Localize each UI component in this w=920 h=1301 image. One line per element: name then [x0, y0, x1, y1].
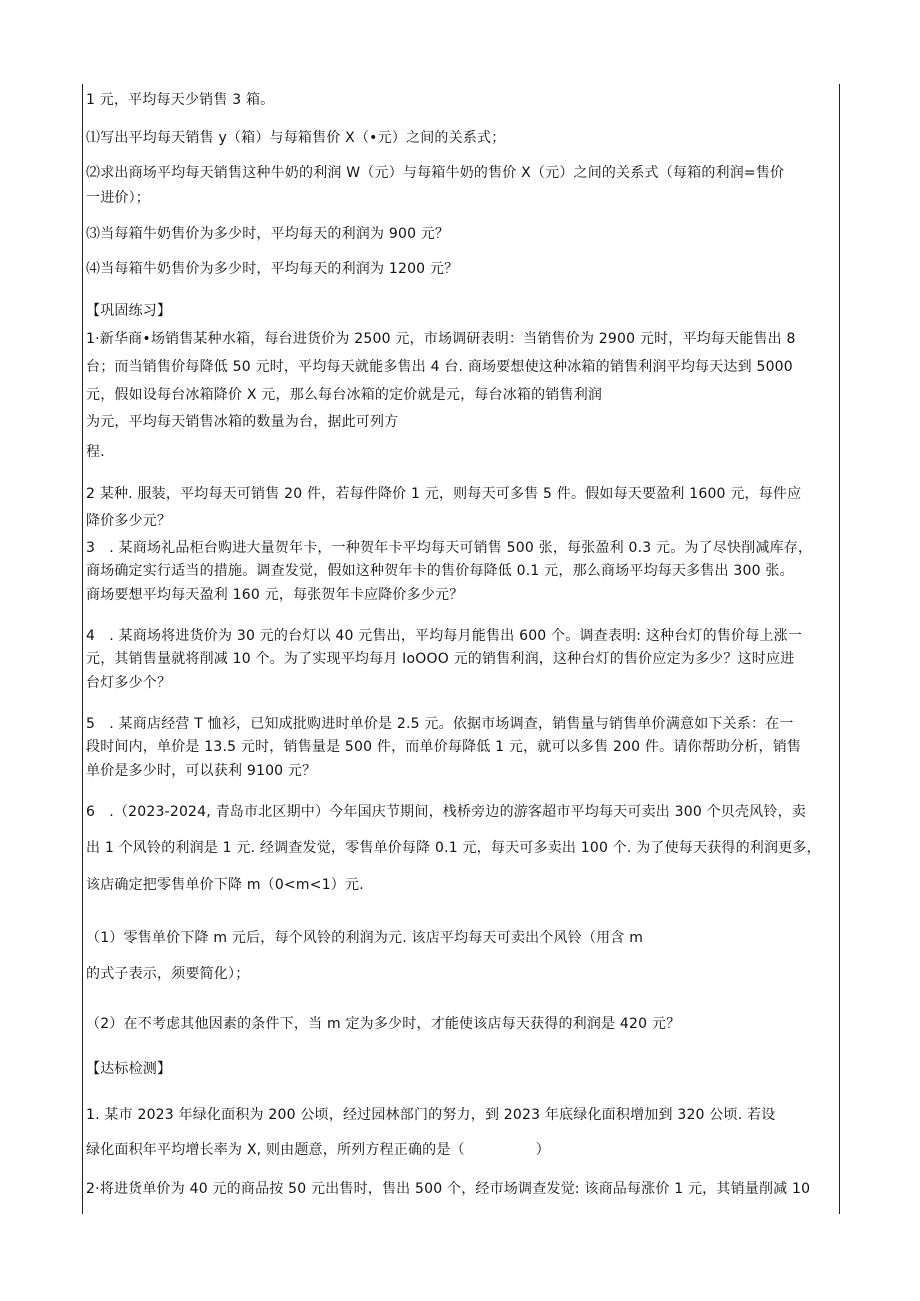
- section-heading: 【达标检测】: [86, 1061, 172, 1077]
- text-line: 5 . 某商店经营 T 恤衫，已知成批购进时单价是 2.5 元。依据市场调查，销售量与销售单价满意如下关系：在一: [86, 716, 794, 732]
- text-line: 段时间内，单价是 13.5 元时，销售量是 500 件，而单价每降低 1 元，就可以多售 200 件。请你帮助分析，销售: [86, 739, 802, 755]
- text-line: 3 . 某商场礼品柜台购进大量贺年卡，一种贺年卡平均每天可销售 500 张，每张盈利 0.3 元。为了尽快削减库存，: [86, 540, 813, 556]
- text-line: 商场确定实行适当的措施。调查发觉，假如这种贺年卡的售价每降低 0.1 元，那么商场平均每天多售出 300 张。: [86, 563, 794, 579]
- text-line: ⑷当每箱牛奶售价为多少时，平均每天的利润为 1200 元？: [86, 261, 459, 277]
- text-line: 台灯多少个？: [86, 675, 172, 691]
- text-line: 的式子表示，须要简化）；: [86, 966, 250, 982]
- text-line: 2·将进货单价为 40 元的商品按 50 元出售时，售出 500 个，经市场调查发觉: 该商品每涨价 1 元，其销量削减 10: [86, 1181, 811, 1197]
- text-line: 程.: [86, 444, 105, 460]
- text-line: 4 . 某商场将进货价为 30 元的台灯以 40 元售出，平均每月能售出 600 个。调查表明: 这种台灯的售价每上涨一: [86, 628, 803, 644]
- text-line: 出 1 个风铃的利润是 1 元. 经调查发觉，零售单价每降 0.1 元，每天可多卖出 100 个. 为了使每天获得的利润更多，: [86, 840, 821, 856]
- text-line: （1）零售单价下降 m 元后，每个风铃的利润为元. 该店平均每天可卖出个风铃（用含 m: [86, 930, 644, 946]
- text-line: 1 元，平均每天少销售 3 箱。: [86, 92, 275, 108]
- text-line: ⑶当每箱牛奶售价为多少时，平均每天的利润为 900 元？: [86, 226, 450, 242]
- text-line: 商场要想平均每天盈利 160 元，每张贺年卡应降价多少元？: [86, 587, 464, 603]
- text-line: ⑴写出平均每天销售 y（箱）与每箱售价 X（•元）之间的关系式；: [86, 130, 506, 146]
- text-line: 1. 某市 2023 年绿化面积为 200 公顷，经过园林部门的努力，到 2023 年底绿化面积增加到 320 公顷. 若设: [86, 1107, 776, 1123]
- text-line: 元，其销售量就将削减 10 个。为了实现平均每月 IoOOO 元的销售利润，这种台灯的售价应定为多少？这时应进: [86, 651, 795, 667]
- text-line: 1·新华商•场销售某种水箱，每台进货价为 2500 元，市场调研表明：当销售价为 2900 元时，平均每天能售出 8: [86, 331, 796, 347]
- text-line: 台；而当销售价每降低 50 元时，平均每天就能多售出 4 台. 商场要想使这种冰箱的销售利润平均每天达到 5000: [86, 359, 793, 375]
- text-line: （2）在不考虑其他因素的条件下，当 m 定为多少时，才能使该店每天获得的利润是 420 元？: [86, 1016, 681, 1032]
- text-line: 该店确定把零售单价下降 m（0<m<1）元.: [86, 877, 364, 893]
- text-line: 2 某种. 服装，平均每天可销售 20 件，若每件降价 1 元，则每天可多售 5 件。假如每天要盈利 1600 元，每件应: [86, 486, 802, 502]
- content-frame: [82, 84, 840, 1214]
- text-line: 6 .（2023-2024, 青岛市北区期中）今年国庆节期间，栈桥旁边的游客超市平均每天可卖出 300 个贝壳风铃，卖: [86, 804, 806, 820]
- text-line: 一进价）；: [86, 190, 150, 206]
- text-line: 为元，平均每天销售冰箱的数量为台，据此可列方: [86, 414, 399, 430]
- section-heading: 【巩固练习】: [86, 303, 172, 319]
- text-line: ⑵求出商场平均每天销售这种牛奶的利润 W（元）与每箱牛奶的售价 X（元）之间的关系式（每箱的利润=售价: [86, 165, 785, 181]
- text-line: 绿化面积年平均增长率为 X, 则由题意，所列方程正确的是（ ）: [86, 1142, 550, 1158]
- text-line: 单价是多少时，可以获利 9100 元？: [86, 763, 317, 779]
- text-line: 元，假如设每台冰箱降价 X 元，那么每台冰箱的定价就是元，每台冰箱的销售利润: [86, 387, 603, 403]
- text-line: 降价多少元？: [86, 513, 172, 529]
